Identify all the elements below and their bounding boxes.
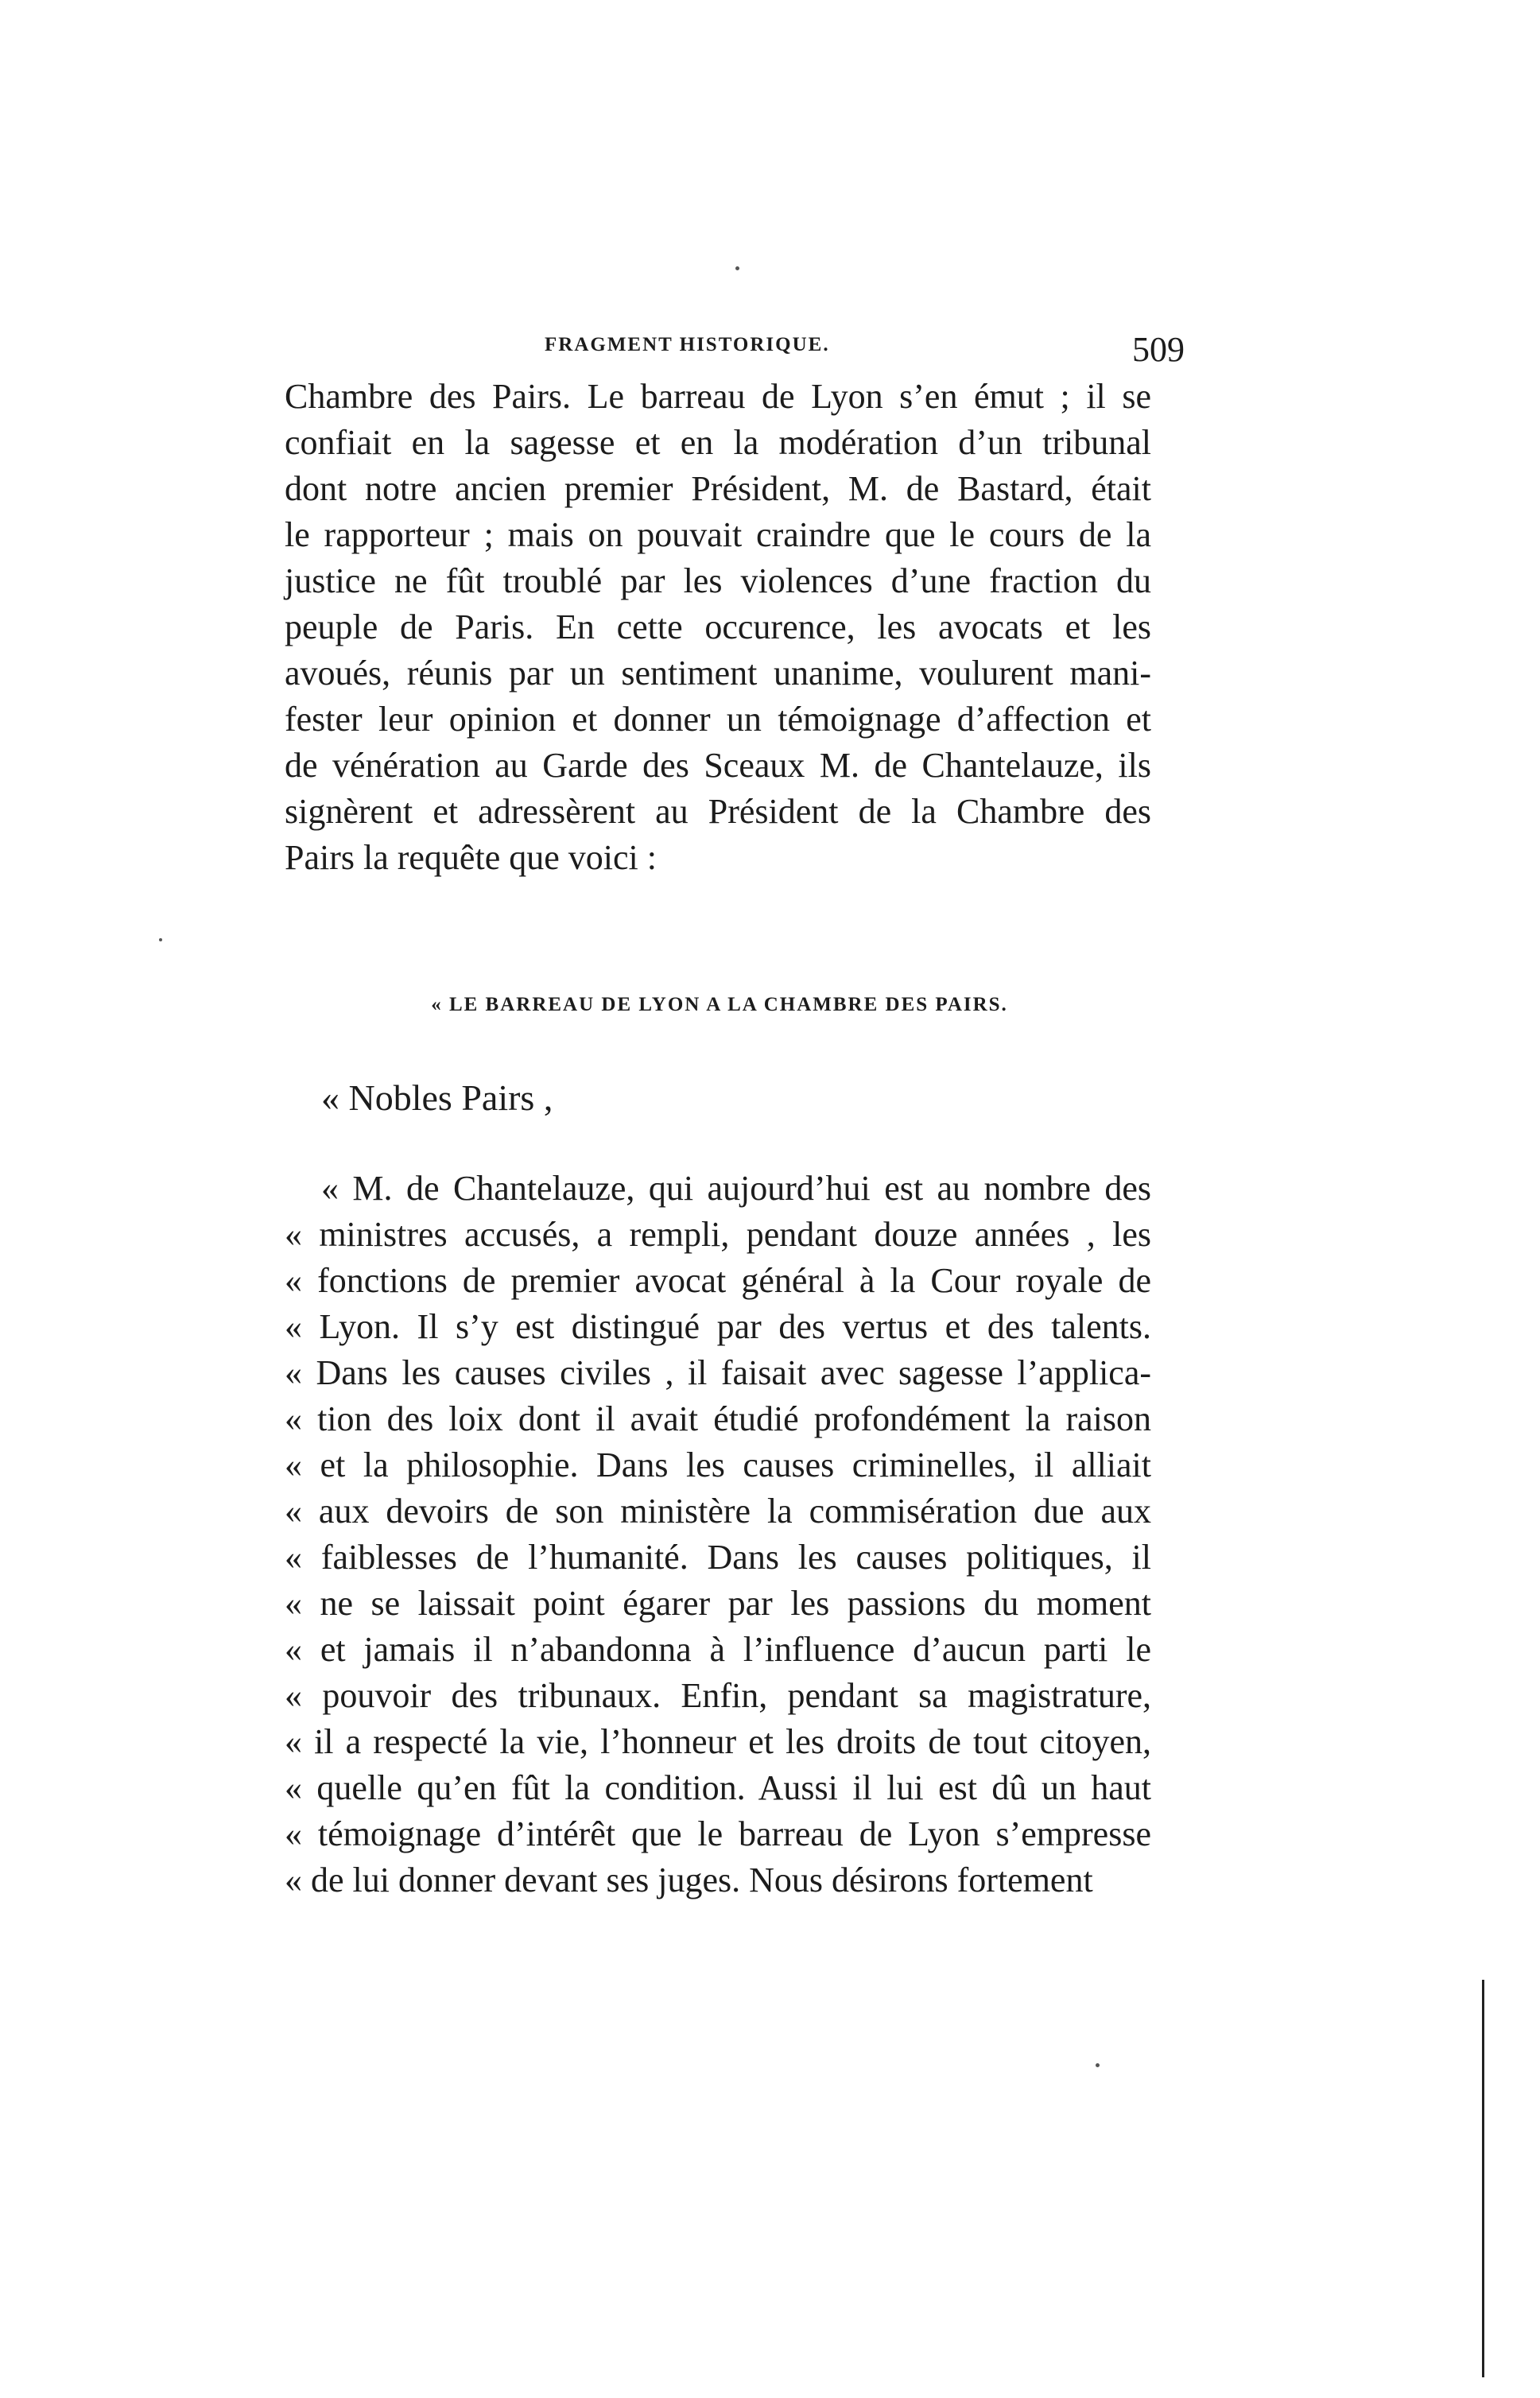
- quote-line: « témoignage d’intérêt que le barreau de Lyon s’empresse: [285, 1814, 1151, 1853]
- quote-line: « aux devoirs de son ministère la commisération due aux: [285, 1492, 1151, 1531]
- quote-line: « Dans les causes civiles , il faisait avec sagesse l’applica-: [285, 1353, 1151, 1392]
- scan-speck: [735, 266, 739, 270]
- body-paragraph: [285, 374, 1151, 881]
- scan-speck: [1096, 2063, 1100, 2067]
- body-line: fester leur opinion et donner un témoignage d’affection et: [285, 700, 1151, 739]
- page-number: 509: [1132, 330, 1185, 369]
- running-head: FRAGMENT HISTORIQUE.: [545, 334, 830, 355]
- quote-line: « ne se laissait point égarer par les passions du moment: [285, 1584, 1151, 1623]
- body-line: peuple de Paris. En cette occurence, les avocats et les: [285, 607, 1151, 646]
- body-line: avoués, réunis par un sentiment unanime, voulurent mani-: [285, 654, 1151, 693]
- body-line: dont notre ancien premier Président, M. de Bastard, était: [285, 469, 1151, 508]
- quote-line: « pouvoir des tribunaux. Enfin, pendant sa magistrature,: [285, 1676, 1151, 1715]
- section-heading: « LE BARREAU DE LYON A LA CHAMBRE DES PAIRS.: [431, 994, 1008, 1015]
- scan-edge-line: [1482, 1980, 1484, 2377]
- body-line: le rapporteur ; mais on pouvait craindre que le cours de la: [285, 515, 1151, 554]
- quote-line: « quelle qu’en fût la condition. Aussi il lui est dû un haut: [285, 1768, 1151, 1807]
- quote-line: « et jamais il n’abandonna à l’influence d’aucun parti le: [285, 1630, 1151, 1669]
- body-line: confiait en la sagesse et en la modération d’un tribunal: [285, 423, 1151, 462]
- quote-line: « Lyon. Il s’y est distingué par des vertus et des talents.: [285, 1307, 1151, 1346]
- quote-line: « de lui donner devant ses juges. Nous désirons fortement: [285, 1861, 1093, 1899]
- quote-line: « ministres accusés, a rempli, pendant douze années , les: [285, 1215, 1151, 1254]
- salutation: « Nobles Pairs ,: [321, 1077, 553, 1118]
- quote-line: « et la philosophie. Dans les causes criminelles, il alliait: [285, 1445, 1151, 1484]
- body-line: justice ne fût troublé par les violences d’une fraction du: [285, 561, 1151, 600]
- scan-speck: [159, 938, 162, 941]
- quoted-petition: [285, 1166, 1151, 1903]
- quote-line: « M. de Chantelauze, qui aujourd’hui est au nombre des: [321, 1169, 1151, 1208]
- body-line: Pairs la requête que voici :: [285, 838, 657, 877]
- quote-line: « fonctions de premier avocat général à la Cour royale de: [285, 1261, 1151, 1300]
- body-line: de vénération au Garde des Sceaux M. de Chantelauze, ils: [285, 746, 1151, 785]
- quote-line: « faiblesses de l’humanité. Dans les causes politiques, il: [285, 1538, 1151, 1577]
- quote-line: « tion des loix dont il avait étudié profondément la raison: [285, 1399, 1151, 1438]
- body-line: signèrent et adressèrent au Président de la Chambre des: [285, 792, 1151, 831]
- page-header: [286, 329, 1185, 369]
- quote-line: « il a respecté la vie, l’honneur et les droits de tout citoyen,: [285, 1722, 1151, 1761]
- body-line: Chambre des Pairs. Le barreau de Lyon s’en émut ; il se: [285, 377, 1151, 416]
